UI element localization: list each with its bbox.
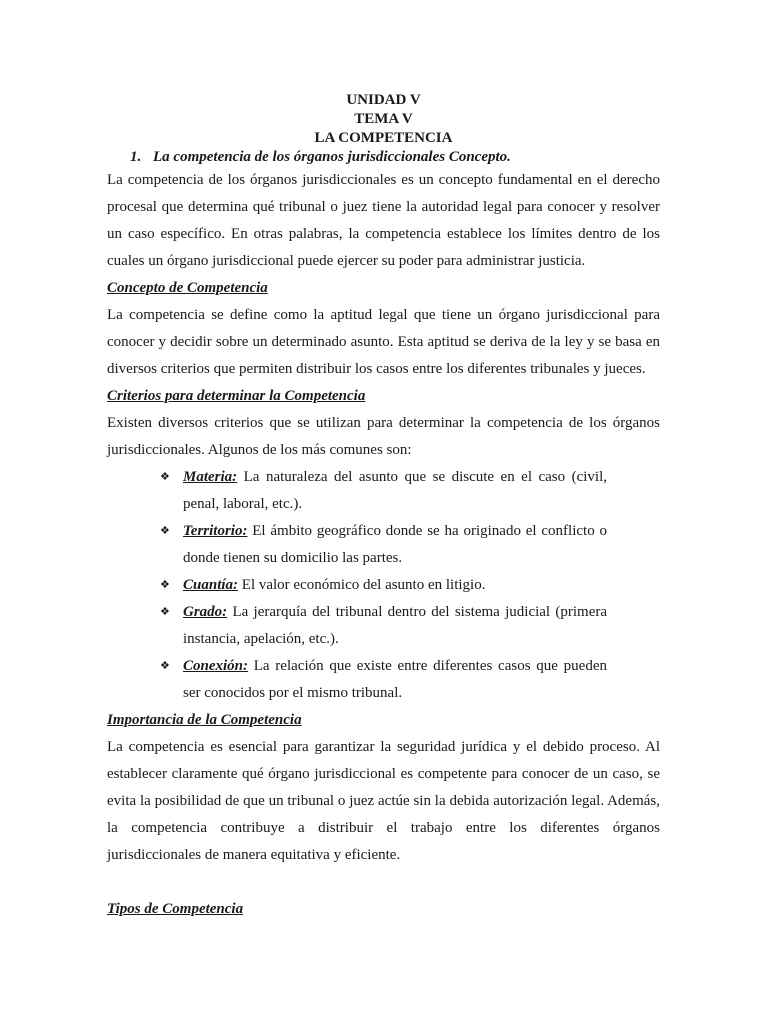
criteria-item-cuantia <box>107 572 660 599</box>
section-1-number: 1. <box>130 149 142 165</box>
diamond-bullet-icon: ❖ <box>160 660 170 672</box>
criterios-heading: Criterios para determinar la Competencia <box>107 388 366 404</box>
tipos-heading: Tipos de Competencia <box>107 901 244 917</box>
criteria-text: La relación que existe entre diferentes casos que pueden ser conocidos por el mismo tribunal. <box>183 658 607 701</box>
diamond-bullet-icon: ❖ <box>160 471 170 483</box>
title-block <box>107 91 660 148</box>
diamond-bullet-icon: ❖ <box>160 579 170 591</box>
criteria-item-grado <box>107 599 660 653</box>
main-title: LA COMPETENCIA <box>314 130 453 146</box>
topic-title: TEMA V <box>354 111 413 127</box>
criteria-item-territorio <box>107 518 660 572</box>
concepto-paragraph: La competencia se define como la aptitud legal que tiene un órgano jurisdiccional para conocer y decidir sobre un determinado asunto. Esta aptitud se deriva de la ley y se basa en diversos criterios que permiten distribuir los casos entre los diferentes tribunales y jueces. <box>107 307 660 377</box>
section-1-intro-paragraph: La competencia de los órganos jurisdiccionales es un concepto fundamental en el derecho procesal que determina qué tribunal o juez tiene la autoridad legal para conocer y resolver un caso específico. En otras palabras, la competencia establece los límites dentro de los cuales un órgano jurisdiccional puede ejercer su poder para administrar justicia. <box>107 172 660 269</box>
criteria-list <box>107 464 660 707</box>
diamond-bullet-icon: ❖ <box>160 525 170 537</box>
criteria-term: Grado: <box>183 604 228 620</box>
criteria-term: Cuantía: <box>183 577 239 593</box>
criteria-item-conexion <box>107 653 660 707</box>
section-1-heading <box>130 148 660 167</box>
importancia-heading: Importancia de la Competencia <box>107 712 302 728</box>
criteria-text: El ámbito geográfico donde se ha originado el conflicto o donde tienen su domicilio las partes. <box>183 523 607 566</box>
criteria-term: Materia: <box>183 469 238 485</box>
unit-title: UNIDAD V <box>346 92 421 108</box>
blank-line <box>107 869 660 896</box>
criteria-term: Conexión: <box>183 658 249 674</box>
criterios-intro-paragraph: Existen diversos criterios que se utilizan para determinar la competencia de los órganos jurisdiccionales. Algunos de los más comunes son: <box>107 415 660 458</box>
diamond-bullet-icon: ❖ <box>160 606 170 618</box>
criteria-item-materia <box>107 464 660 518</box>
document-page <box>107 91 660 923</box>
section-1-heading-text: La competencia de los órganos jurisdiccionales Concepto. <box>153 149 511 165</box>
criteria-text: La jerarquía del tribunal dentro del sistema judicial (primera instancia, apelación, etc.). <box>183 604 607 647</box>
concepto-heading: Concepto de Competencia <box>107 280 268 296</box>
criteria-text: El valor económico del asunto en litigio. <box>238 577 486 593</box>
criteria-term: Territorio: <box>183 523 248 539</box>
importancia-paragraph: La competencia es esencial para garantizar la seguridad jurídica y el debido proceso. Al establecer claramente qué órgano jurisdiccional es competente para conocer de un caso, se evita la posibilidad de que un tribunal o juez actúe sin la debida autorización legal. Además, la competencia contribuye a distribuir el trabajo entre los diferentes órganos jurisdiccionales de manera equitativa y eficiente. <box>107 739 660 863</box>
criteria-text: La naturaleza del asunto que se discute en el caso (civil, penal, laboral, etc.). <box>183 469 607 512</box>
